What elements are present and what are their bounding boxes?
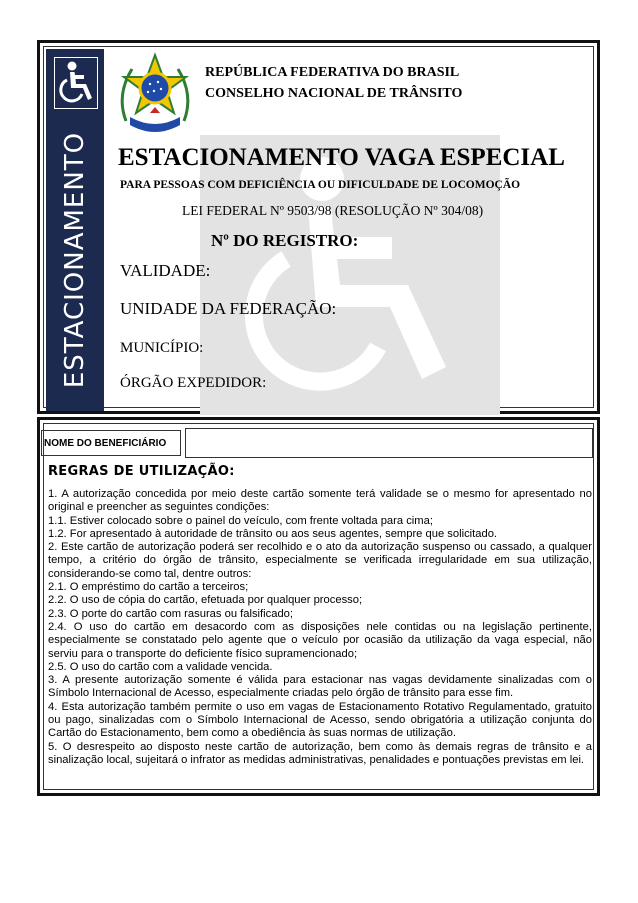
rule-item: 2.5. O uso do cartão com a validade vencida. [48, 660, 273, 673]
side-strip [46, 49, 104, 411]
registro-label: Nº DO REGISTRO: [211, 231, 359, 250]
uf-label: UNIDADE DA FEDERAÇÃO: [120, 299, 337, 318]
law-reference: LEI FEDERAL Nº 9503/98 (RESOLUÇÃO Nº 304/08) [182, 203, 484, 218]
side-label: ESTACIONAMENTO [60, 131, 90, 389]
wheelchair-icon [54, 57, 98, 109]
permit-card-front [37, 40, 600, 414]
rule-item: 2.1. O empréstimo do cartão a terceiros; [48, 581, 249, 594]
rules-list [48, 488, 592, 767]
header-council: CONSELHO NACIONAL DE TRÂNSITO [205, 86, 463, 101]
rule-item: 1.2. For apresentado à autoridade de trânsito ou aos seus agentes, sempre que solicitado. [48, 527, 498, 540]
card-subtitle: PARA PESSOAS COM DEFICIÊNCIA OU DIFICULDADE DE LOCOMOÇÃO [120, 179, 521, 191]
header-republic: REPÚBLICA FEDERATIVA DO BRASIL [205, 65, 460, 80]
rule-item: 4. Esta autorização também permite o uso em vagas de Estacionamento Rotativo Regulamentado, gratuito ou pago, sinalizadas com o Símbolo Internacional de Acesso, sendo obrigatória a utilização conjunta do Cartão do Estacionamento, bem como a obediência às suas normas de utilização. [48, 700, 592, 740]
rule-item: 2.4. O uso do cartão em desacordo com as disposições nele contidas ou na legislação pertinente, especialmente se constatado pelo agente que o veículo por ocasião da utilização da vaga especial, não serviu para o transporte do deficiente físico supramencionado; [48, 620, 592, 660]
beneficiary-label: NOME DO BENEFICIÁRIO [41, 430, 181, 456]
wheelchair-watermark-icon [200, 135, 500, 415]
beneficiary-name-field[interactable] [185, 428, 593, 458]
rules-title: REGRAS DE UTILIZAÇÃO: [48, 464, 235, 479]
card-title: ESTACIONAMENTO VAGA ESPECIAL [118, 144, 565, 171]
municipio-label: MUNICÍPIO: [120, 340, 204, 356]
rule-item: 1. A autorização concedida por meio deste cartão somente terá validade se o mesmo for apresentado no original e preencher as seguintes condições: [48, 488, 592, 514]
rule-item: 2.2. O uso de cópia do cartão, efetuada por qualquer processo; [48, 594, 363, 607]
coat-of-arms-icon [114, 51, 196, 143]
rule-item: 5. O desrespeito ao disposto neste cartão de autorização, bem como às demais regras de trânsito e a sinalização local, sujeitará o infrator as medidas administrativas, penalidades e pontuações previstas em lei. [48, 740, 592, 766]
rule-item: 2. Este cartão de autorização poderá ser recolhido e o ato da autorização suspenso ou cassado, a qualquer tempo, a critério do órgão de trânsito, especialmente se verificada irregularidade em sua utilização, considerando-se como tal, dentre outros: [48, 541, 592, 580]
validade-label: VALIDADE: [120, 261, 211, 280]
rule-item: 3. A presente autorização somente é válida para estacionar nas vagas devidamente sinalizadas com o Símbolo Internacional de Acesso, especialmente criadas pelo órgão de trânsito para esse fim. [48, 674, 592, 700]
orgao-label: ÓRGÃO EXPEDIDOR: [120, 375, 267, 391]
rule-item: 1.1. Estiver colocado sobre o painel do veículo, com frente voltada para cima; [48, 514, 433, 527]
rule-item: 2.3. O porte do cartão com rasuras ou falsificado; [48, 607, 294, 620]
permit-card-back [37, 417, 600, 796]
